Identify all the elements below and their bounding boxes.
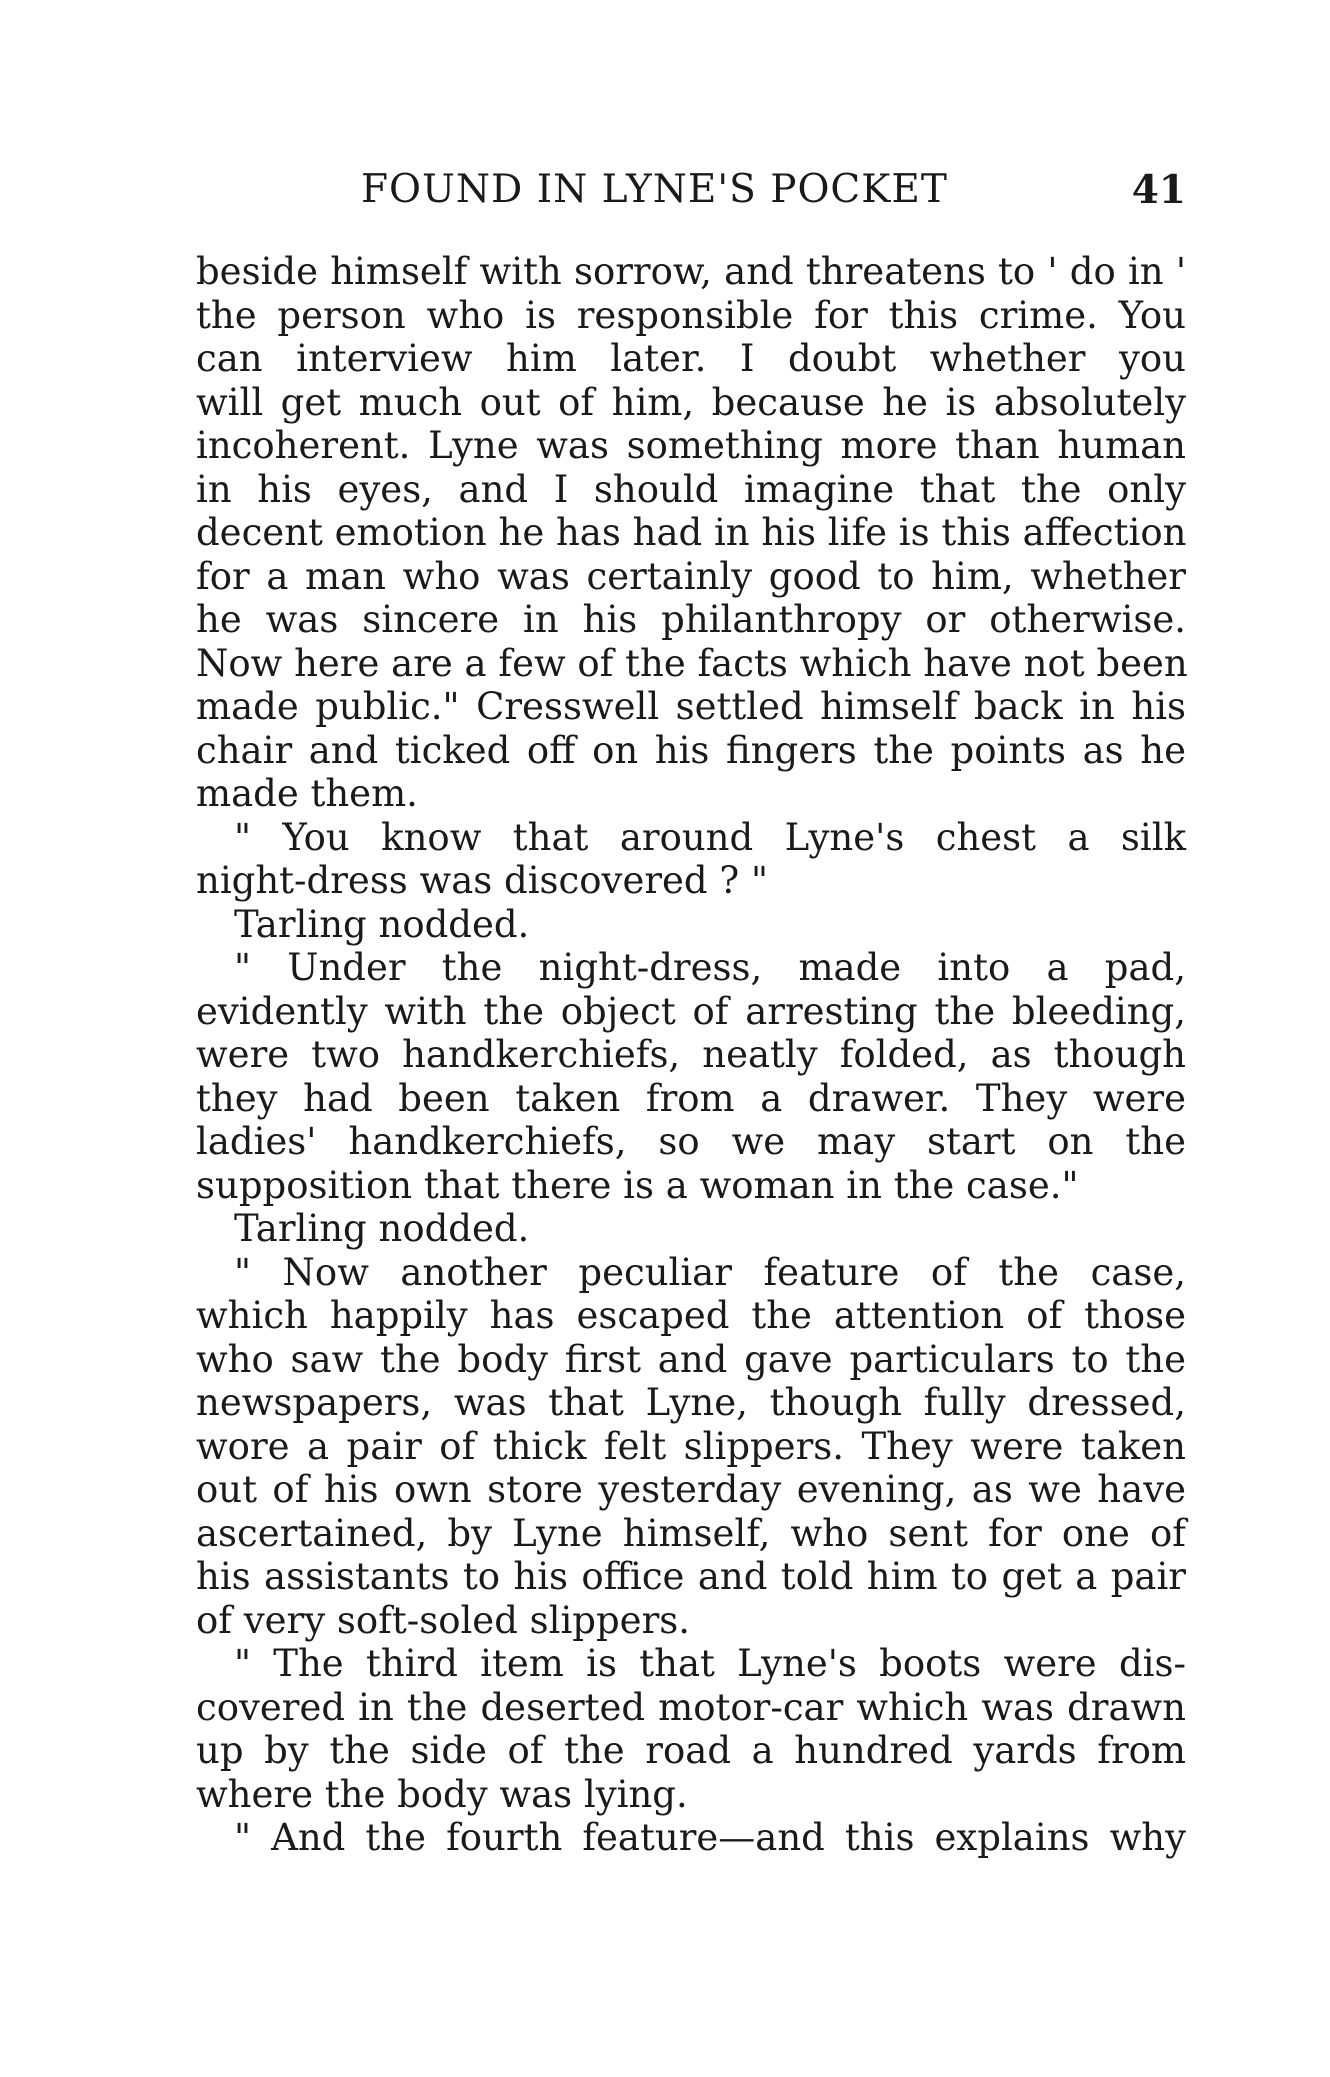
text-line: which happily has escaped the attention of those	[196, 1294, 1186, 1337]
text-line: " Under the night-dress, made into a pad,	[234, 946, 1186, 989]
text-line: wore a pair of thick felt slippers. They were taken	[196, 1424, 1186, 1468]
text-line: they had been taken from a drawer. They were	[196, 1076, 1186, 1120]
running-header	[196, 160, 1186, 220]
text-line: incoherent. Lyne was something more than human	[196, 424, 1186, 467]
text-line: can interview him later. I doubt whether you	[196, 337, 1186, 380]
text-line: he was sincere in his philanthropy or otherwise.	[196, 598, 1186, 641]
text-line: made public." Cresswell settled himself back in his	[196, 685, 1186, 728]
text-line: night-dress was discovered ? "	[196, 859, 768, 902]
text-line: of very soft-soled slippers.	[196, 1598, 691, 1642]
text-line: " And the fourth feature—and this explains why	[234, 1816, 1186, 1859]
text-line: up by the side of the road a hundred yards from	[196, 1729, 1186, 1772]
text-line: were two handkerchiefs, neatly folded, as though	[196, 1033, 1186, 1076]
text-line: ascertained, by Lyne himself, who sent for one of	[196, 1511, 1186, 1555]
text-line: beside himself with sorrow, and threatens to ' do in '	[196, 250, 1186, 293]
text-line: out of his own store yesterday evening, as we have	[196, 1468, 1186, 1511]
body-text	[196, 250, 1186, 1860]
text-line: his assistants to his office and told him to get a pair	[196, 1555, 1186, 1598]
text-line: Tarling nodded.	[234, 1207, 530, 1250]
text-line: ladies' handkerchiefs, so we may start on the	[196, 1120, 1186, 1163]
text-line: Now here are a few of the facts which have not been	[196, 641, 1188, 685]
text-line: the person who is responsible for this crime. You	[196, 293, 1186, 337]
text-line: newspapers, was that Lyne, though fully dressed,	[196, 1381, 1186, 1424]
text-line: decent emotion he has had in his life is this affection	[196, 511, 1187, 554]
text-line: " You know that around Lyne's chest a silk	[234, 815, 1186, 859]
text-line: supposition that there is a woman in the case."	[196, 1163, 1079, 1207]
text-line: chair and ticked off on his fingers the points as he	[196, 728, 1186, 772]
text-line: evidently with the object of arresting the bleeding,	[196, 989, 1186, 1033]
text-line: in his eyes, and I should imagine that the only	[196, 467, 1186, 511]
text-line: for a man who was certainly good to him, whether	[196, 554, 1186, 598]
text-line: covered in the deserted motor-car which was drawn	[196, 1685, 1186, 1729]
running-title: FOUND IN LYNE'S POCKET	[361, 167, 948, 212]
text-line: made them.	[196, 772, 418, 815]
text-line: " Now another peculiar feature of the case,	[234, 1250, 1186, 1294]
text-line: who saw the body first and gave particulars to the	[196, 1337, 1186, 1381]
page-number: 41	[1131, 167, 1186, 213]
text-line: " The third item is that Lyne's boots were dis-	[234, 1642, 1186, 1685]
text-line: will get much out of him, because he is absolutely	[196, 380, 1186, 424]
text-line: where the body was lying.	[196, 1772, 688, 1816]
text-line: Tarling nodded.	[234, 902, 530, 946]
